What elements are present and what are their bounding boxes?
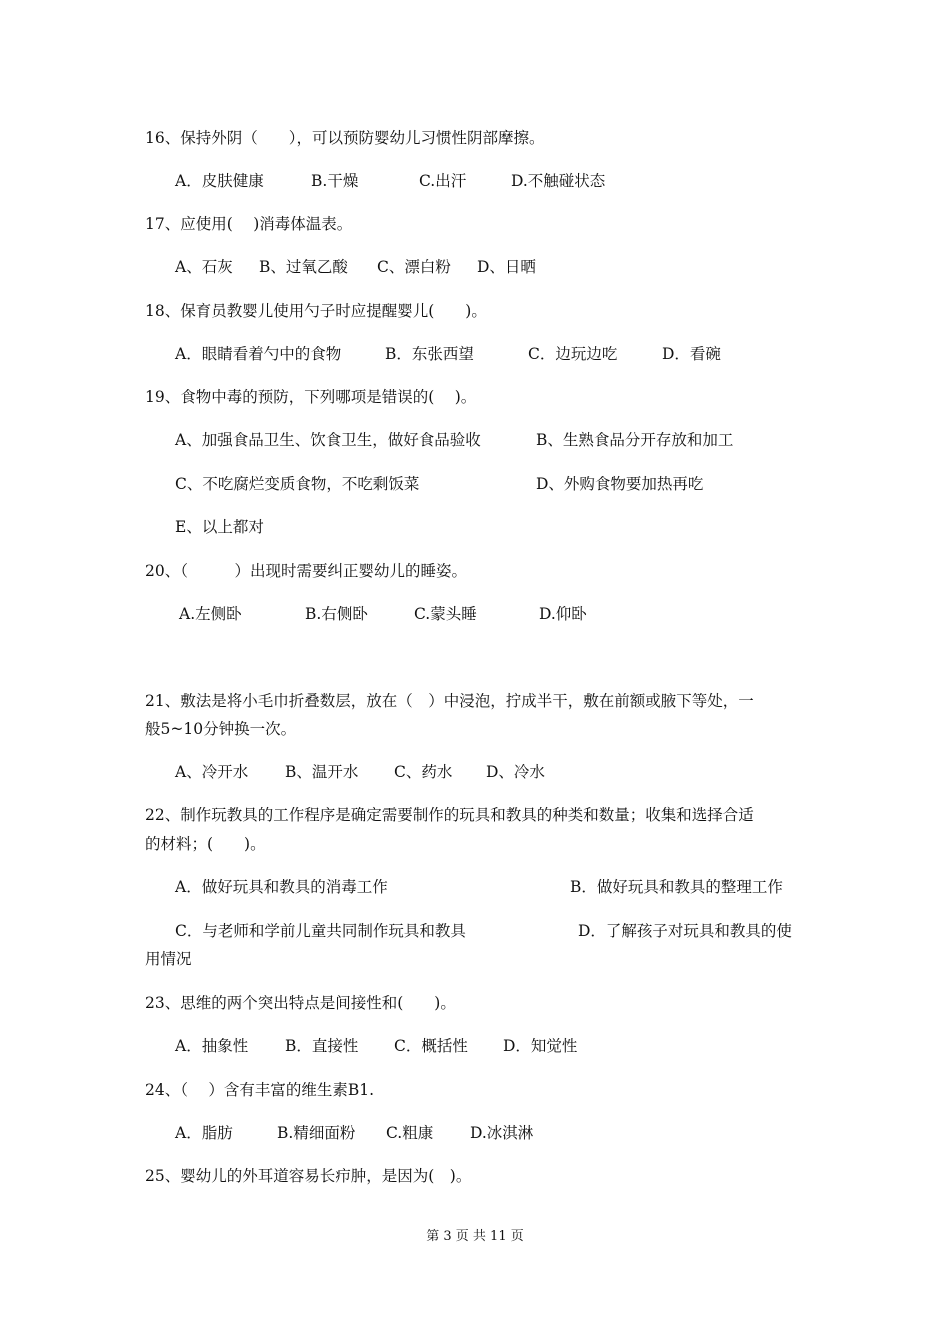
q24-option-d: D.冰淇淋: [470, 1124, 534, 1142]
q17-option-a: A、石灰: [175, 258, 233, 276]
question-22-line-1: 22、制作玩教具的工作程序是确定需要制作的玩具和教具的种类和数量；收集和选择合适: [145, 806, 754, 824]
q23-option-a: A．抽象性: [175, 1037, 249, 1055]
q21-option-d: D、冷水: [486, 763, 545, 781]
q19-option-a: A、加强食品卫生、饮食卫生，做好食品验收: [175, 431, 481, 449]
q22-option-a: A．做好玩具和教具的消毒工作: [175, 878, 388, 896]
question-21-line-2: 般5~10分钟换一次。: [145, 720, 297, 738]
question-18: 18、保育员教婴儿使用勺子时应提醒婴儿( )。: [145, 302, 487, 320]
q23-option-b: B．直接性: [285, 1037, 359, 1055]
q18-option-a: A．眼睛看着勺中的食物: [175, 345, 342, 363]
question-17: 17、应使用( )消毒体温表。: [145, 215, 353, 233]
question-24: 24、（ ）含有丰富的维生素B1.: [145, 1081, 375, 1099]
q19-option-b: B、生熟食品分开存放和加工: [536, 431, 734, 449]
q21-option-a: A、冷开水: [175, 763, 249, 781]
q19-option-d: D、外购食物要加热再吃: [536, 475, 704, 493]
q17-option-c: C、漂白粉: [377, 258, 451, 276]
q20-option-b: B.右侧卧: [305, 605, 368, 623]
q20-option-a: A.左侧卧: [179, 605, 242, 623]
question-23: 23、思维的两个突出特点是间接性和( )。: [145, 994, 456, 1012]
q20-option-d: D.仰卧: [539, 605, 587, 623]
question-21-line-1: 21、敷法是将小毛巾折叠数层，放在（ ）中浸泡，拧成半干，敷在前额或腋下等处，一: [145, 692, 754, 710]
q19-option-c: C、不吃腐烂变质食物，不吃剩饭菜: [175, 475, 420, 493]
q17-option-b: B、过氧乙酸: [259, 258, 348, 276]
q16-option-c: C.出汗: [419, 172, 467, 190]
q22-option-d: D．了解孩子对玩具和教具的使: [578, 922, 792, 940]
q21-option-b: B、温开水: [285, 763, 359, 781]
q22-option-b: B．做好玩具和教具的整理工作: [570, 878, 783, 896]
question-16: 16、保持外阴（ ），可以预防婴幼儿习惯性阴部摩擦。: [145, 129, 545, 147]
q16-option-b: B.干燥: [311, 172, 359, 190]
q24-option-b: B.精细面粉: [277, 1124, 356, 1142]
q18-option-d: D．看碗: [662, 345, 721, 363]
question-20: 20、（ ）出现时需要纠正婴幼儿的睡姿。: [145, 562, 467, 580]
q19-option-e: E、以上都对: [175, 518, 264, 536]
q23-option-c: C．概括性: [394, 1037, 468, 1055]
q18-option-b: B．东张西望: [385, 345, 474, 363]
q16-option-a: A．皮肤健康: [175, 172, 264, 190]
q18-option-c: C．边玩边吃: [528, 345, 618, 363]
q22-option-c: C．与老师和学前儿童共同制作玩具和教具: [175, 922, 466, 940]
q21-option-c: C、药水: [394, 763, 453, 781]
question-25: 25、婴幼儿的外耳道容易长疖肿，是因为( )。: [145, 1167, 472, 1185]
question-19: 19、食物中毒的预防，下列哪项是错误的( )。: [145, 388, 477, 406]
q22-option-d-continued: 用情况: [145, 950, 192, 968]
question-22-line-2: 的材料；( )。: [145, 835, 266, 853]
q20-option-c: C.蒙头睡: [414, 605, 477, 623]
q23-option-d: D．知觉性: [503, 1037, 578, 1055]
q24-option-c: C.粗康: [386, 1124, 434, 1142]
q24-option-a: A．脂肪: [175, 1124, 233, 1142]
q17-option-d: D、日晒: [477, 258, 536, 276]
page-footer: 第 3 页 共 11 页: [426, 1229, 524, 1244]
q16-option-d: D.不触碰状态: [511, 172, 606, 190]
